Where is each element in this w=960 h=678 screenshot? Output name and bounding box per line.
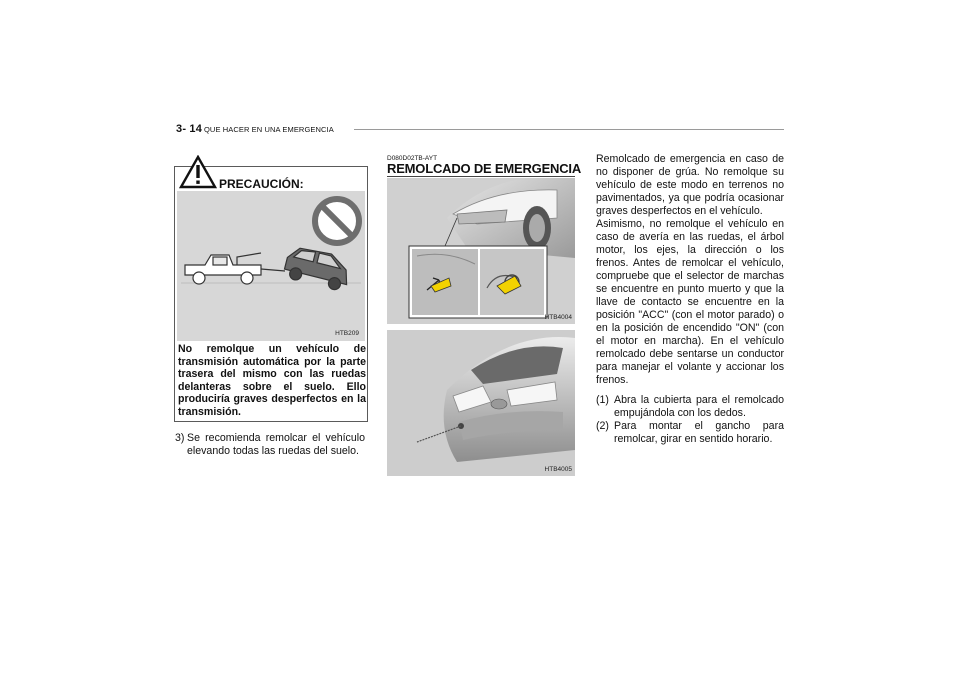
figure-tow-cover <box>387 178 575 324</box>
list-item-text: Se recomienda remolcar el vehículo elevando todas las ruedas del suelo. <box>187 432 365 457</box>
paragraph: Asimismo, no remolque el vehículo en caso de avería en las ruedas, el árbol motor, los ejes, la dirección o los frenos. Antes de remolcar el vehículo, compruebe que el selector de marchas se encuentre en punto muerto y que la llave de contacto se encuentre en la posición "ACC" (con el motor parado) o en la posición de encendido "ON" (con el motor en marcha). En el vehículo remolcado debe sentarse un conductor para manejar el volante y accionar los frenos. <box>596 218 784 386</box>
caution-box <box>174 166 368 422</box>
column3-text <box>596 153 784 446</box>
car-front-cover-illustration <box>387 178 575 324</box>
list-item-number: (2) <box>596 420 609 432</box>
instruction-list <box>596 394 784 446</box>
prohibition-icon <box>315 199 359 243</box>
car-tow-hook-illustration <box>387 330 575 476</box>
list-item-number: (1) <box>596 394 609 406</box>
tow-truck-drawing <box>185 253 261 284</box>
column1-list <box>175 432 365 458</box>
figure-code: HTB209 <box>335 330 359 337</box>
towing-illustration <box>177 191 365 341</box>
section-title: REMOLCADO DE EMERGENCIA <box>387 161 582 176</box>
warning-triangle-icon <box>179 155 217 189</box>
section-title-rule <box>387 176 575 177</box>
figure-code: HTB4004 <box>544 314 572 321</box>
section-code: D080D02TB-AYT <box>387 155 438 162</box>
caution-text: transmisión automática por la parte trasera del mismo con las ruedas delanteras sobre el suelo. Ello produciría graves desperfectos en la transmisión. <box>178 355 366 418</box>
towed-car-drawing <box>283 244 353 292</box>
list-item <box>596 394 784 420</box>
caution-title: PRECAUCIÓN: <box>219 177 304 191</box>
list-item <box>175 432 365 458</box>
section-header: QUE HACER EN UNA EMERGENCIA <box>204 125 334 134</box>
figure-tow-hook <box>387 330 575 476</box>
caution-text-first-line: No remolque un vehículo de <box>178 343 366 355</box>
list-item-number: 3) <box>175 432 185 444</box>
header-rule <box>354 129 784 130</box>
paragraph: Remolcado de emergencia en caso de no disponer de grúa. No remolque su vehículo de este modo en terrenos no pavimentados, ya que podría ocasionar graves desperfectos en el vehículo. <box>596 153 784 217</box>
page-number: 3- 14 <box>176 123 203 135</box>
list-item <box>596 420 784 446</box>
figure-code: HTB4005 <box>544 466 572 473</box>
list-item-text: Para montar el gancho para remolcar, girar en sentido horario. <box>614 420 784 445</box>
list-item-text: Abra la cubierta para el remolcado empujándola con los dedos. <box>614 394 784 419</box>
caution-figure <box>177 191 365 341</box>
